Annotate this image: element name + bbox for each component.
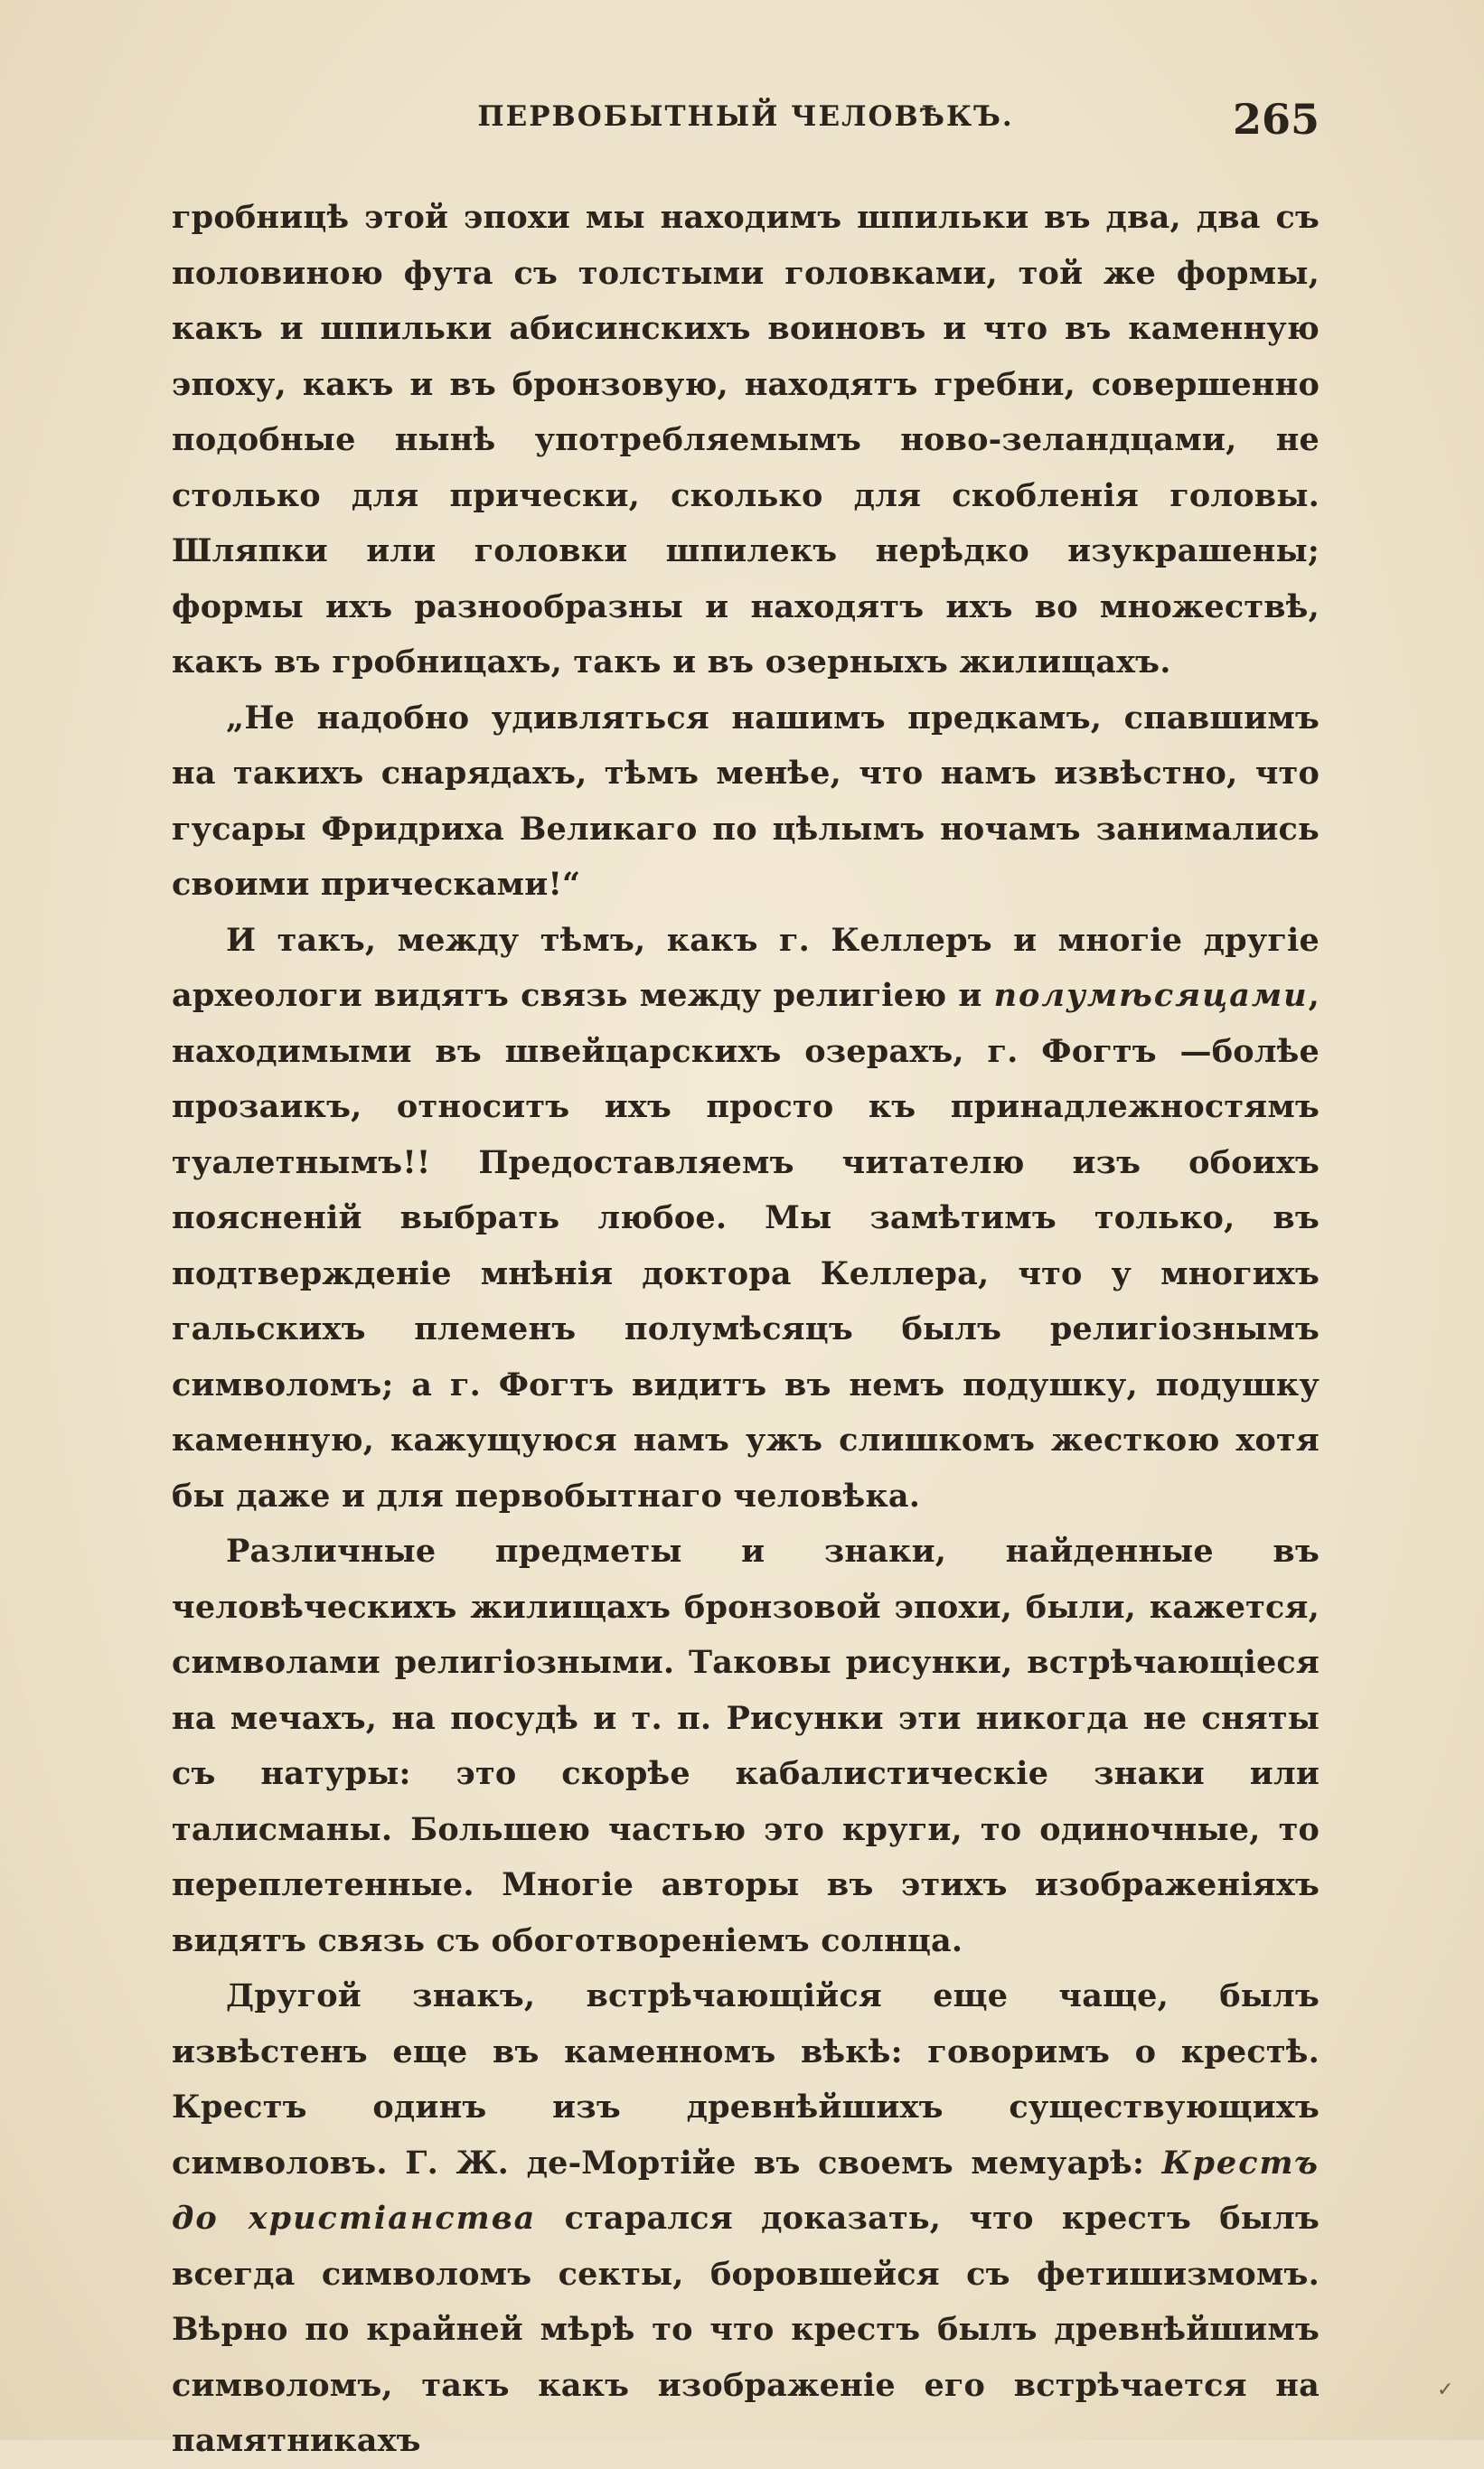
- body-text: [172, 190, 1320, 2469]
- paragraph-2: [172, 690, 1320, 913]
- paragraph-2-text: „Не надобно удивляться нашимъ предкамъ, спавшимъ на такихъ снарядахъ, тѣмъ менѣе, что намъ извѣстно, что гусары Фридриха Великаго по цѣлымъ ночамъ занимались своими прическами!“: [172, 699, 1320, 903]
- paragraph-5: [172, 1968, 1320, 2469]
- paragraph-5-text-b: старался доказать, что крестъ былъ всегда символомъ секты, боровшейся съ фетишизмомъ. Вѣрно по крайней мѣрѣ то что крестъ былъ древнѣйшимъ символомъ, такъ какъ изображеніе его встрѣчается на памятникахъ: [172, 2200, 1320, 2459]
- paragraph-1: [172, 190, 1320, 690]
- paragraph-3-text-a: И такъ, между тѣмъ, какъ г. Келлеръ и многіе другіе археологи видятъ связь между религіею и: [172, 921, 1320, 1014]
- paragraph-5-emphasis: Крестъ до христіанства: [172, 2144, 1320, 2237]
- page-corner-mark: ✓: [1437, 2379, 1454, 2401]
- page-number: 265: [1232, 95, 1320, 144]
- paragraph-4: [172, 1524, 1320, 1968]
- paragraph-1-text: гробницѣ этой эпохи мы находимъ шпильки въ два, два съ половиною фута съ толстыми головками, той же формы, какъ и шпильки абисинскихъ воиновъ и что въ каменную эпоху, какъ и въ бронзовую, находятъ гребни, совершенно подобные нынѣ употребляемымъ ново-зеландцами, не столько для прически, сколько для скобленія головы. Шляпки или головки шпилекъ нерѣдко изукрашены; формы ихъ разнообразны и находятъ ихъ во множествѣ, какъ въ гробницахъ, такъ и въ озерныхъ жилищахъ.: [172, 199, 1320, 681]
- page-header: [172, 95, 1320, 149]
- paragraph-3-emphasis: полумѣсяцами: [993, 977, 1309, 1014]
- paragraph-3-text-b: , находимыми въ швейцарскихъ озерахъ, г. Фогтъ —болѣе прозаикъ, относитъ ихъ просто къ принадлежностямъ туалетнымъ!! Предоставляемъ читателю изъ обоихъ поясненій выбрать любое. Мы замѣтимъ только, въ подтвержденіе мнѣнія доктора Келлера, что у многихъ гальскихъ племенъ полумѣсяцъ былъ религіознымъ символомъ; а г. Фогтъ видитъ въ немъ подушку, подушку каменную, кажущуюся намъ ужъ слишкомъ жесткою хотя бы даже и для первобытнаго человѣка.: [172, 977, 1320, 1515]
- paragraph-4-text: Различные предметы и знаки, найденные въ человѣческихъ жилищахъ бронзовой эпохи, были, кажется, символами религіозными. Таковы рисунки, встрѣчающіеся на мечахъ, на посудѣ и т. п. Рисунки эти никогда не сняты съ натуры: это скорѣе кабалистическіе знаки или талисманы. Большею частью это круги, то одиночные, то переплетенные. Многіе авторы въ этихъ изображеніяхъ видятъ связь съ обоготвореніемъ солнца.: [172, 1533, 1320, 1959]
- paragraph-3: [172, 913, 1320, 1525]
- running-title: ПЕРВОБЫТНЫЙ ЧЕЛОВѢКЪ.: [477, 100, 1014, 133]
- paragraph-5-text-a: Другой знакъ, встрѣчающійся еще чаще, былъ извѣстенъ еще въ каменномъ вѣкѣ: говоримъ о крестѣ. Крестъ одинъ изъ древнѣйшихъ существующихъ символовъ. Г. Ж. де-Мортійе въ своемъ мемуарѣ:: [172, 1977, 1320, 2182]
